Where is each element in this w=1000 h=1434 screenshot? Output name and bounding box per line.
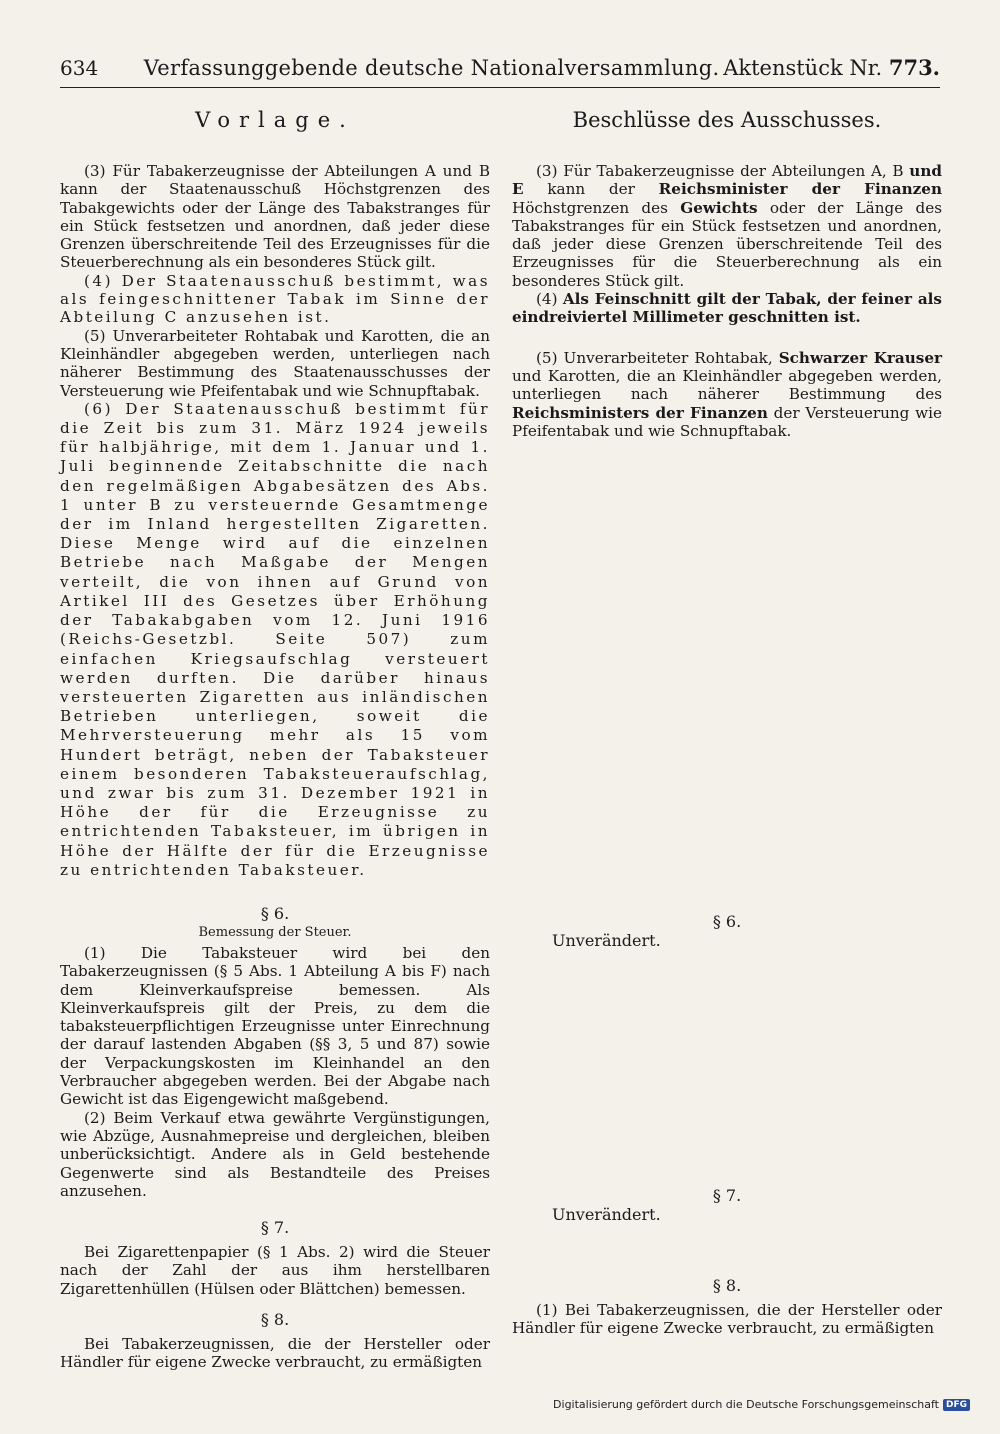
document-reference [723, 55, 940, 80]
resolution-section-7-title: § 7. [712, 1186, 742, 1205]
section-6-title: § 6. [260, 903, 290, 923]
text-run: oder der Länge des Tabakstranges für ein Stück festsetzen und anordnen, daß jeder diese Grenzen überschreitende Teil des Erzeugnisses für die Steuerberechnung als ein besonderes Stück gilt. [512, 198, 942, 290]
column-heading-beschluesse: Beschlüsse des Ausschusses. [572, 108, 882, 132]
paragraph-3: (3) Für Tabakerzeugnisse der Abteilungen A und B kann der Staatenausschuß Höchstgrenzen des Tabakgewichts oder der Länge des Tabakstranges für ein Stück festsetzen und anordnen, daß jeder diese Grenzen überschreitende Teil des Erzeugnisses für die Steuerberechnung als ein besonderes Stück gilt. [60, 162, 490, 272]
bold-run: Reichsministers der Finanzen [512, 403, 768, 422]
resolution-section-7 [512, 1186, 942, 1224]
paragraph-5: (5) Unverarbeiteter Rohtabak und Karotten, die an Kleinhändler abgegeben werden, unterliegen nach näherer Bestimmung des Staatenausschusses der Versteuerung wie Pfeifentabak und wie Schnupftabak. [60, 326, 490, 400]
page-header [60, 55, 940, 88]
doc-ref-prefix: Aktenstück Nr. [723, 56, 883, 80]
bold-run: Als Feinschnitt gilt der Tabak, der feiner als eindreiviertel Millimeter geschnitten ist. [512, 290, 942, 327]
section-6-paragraph-1: (1) Die Tabaksteuer wird bei den Tabakerzeugnissen (§ 5 Abs. 1 Abteilung A bis F) nach dem Kleinverkaufspreise bemessen. Als Kleinverkaufspreis gilt der Preis, zu dem die tabaksteuerpflichtigen Erzeugnisse unter Einrechnung der darauf lastenden Abgaben (§§ 3, 5 und 87) sowie der Verpackungskosten im Kleinhandel an den Verbraucher abgegeben werden. Bei der Abgabe nach Gewicht ist das Eigengewicht maßgebend. [60, 943, 490, 1109]
bold-run: Gewichts [680, 198, 758, 217]
resolution-section-7-text: Unverändert. [552, 1205, 661, 1224]
section-7-paragraph: Bei Zigarettenpapier (§ 1 Abs. 2) wird die Steuer nach der Zahl der aus ihm herstellbaren Zigarettenhüllen (Hülsen oder Blättchen) bemessen. [60, 1243, 490, 1298]
text-run: (3) Für Tabakerzeugnisse der Abteilungen A, B [536, 162, 910, 180]
resolution-section-6 [512, 912, 942, 950]
text-run: kann der [523, 180, 659, 199]
column-vorlage [60, 100, 490, 1372]
resolution-paragraph-4 [512, 290, 942, 327]
bold-run: Schwarzer Krauser [778, 348, 942, 367]
footer-text: Digitalisierung gefördert durch die Deutsche Forschungsgemeinschaft [553, 1398, 939, 1411]
column-beschluesse [512, 100, 942, 1338]
page-title: Verfassunggebende deutsche Nationalversammlung. [143, 56, 720, 80]
text-run: und Karotten, die an Kleinhändler abgegeben werden, unterliegen nach näherer Bestimmung des [512, 366, 942, 404]
resolution-section-8 [512, 1276, 942, 1338]
page-number: 634 [60, 56, 99, 80]
section-6-subtitle: Bemessung der Steuer. [198, 924, 352, 940]
paragraph-6: (6) Der Staatenausschuß bestimmt für die Zeit bis zum 31. März 1924 jeweils für halbjährige, mit dem 1. Januar und 1. Juli beginnende Zeitabschnitte die nach den regelmäßigen Abgabesätzen des Abs. 1 unter B zu versteuernde Gesamtmenge der im Inland hergestellten Zigaretten. Diese Menge wird auf die einzelnen Betriebe nach Maßgabe der Mengen verteilt, die von ihnen auf Grund von Artikel III des Gesetzes über Erhöhung der Tabakabgaben vom 12. Juni 1916 (Reichs-Gesetzbl. Seite 507) zum einfachen Kriegsaufschlag versteuert werden durften. Die darüber hinaus versteuerten Zigaretten aus inländischen Betrieben unterliegen, soweit die Mehrversteuerung mehr als 15 vom Hundert beträgt, neben der Tabaksteuer einem besonderen Tabaksteueraufschlag, und zwar bis zum 31. Dezember 1921 in Höhe der für die Erzeugnisse zu entrichtenden Tabaksteuer, im übrigen in Höhe der Hälfte der für die Erzeugnisse zu entrichtenden Tabaksteuer. [60, 399, 490, 879]
resolution-section-8-title: § 8. [712, 1276, 742, 1295]
doc-ref-number: 773. [888, 55, 940, 80]
section-8-paragraph: Bei Tabakerzeugnissen, die der Hersteller oder Händler für eigene Zwecke verbraucht, zu ermäßigten [60, 1334, 490, 1372]
resolution-section-8-paragraph: (1) Bei Tabakerzeugnissen, die der Hersteller oder Händler für eigene Zwecke verbraucht, zu ermäßigten [512, 1301, 942, 1338]
text-run: der Versteuerung wie Pfeifentabak und wie Schnupftabak. [512, 403, 942, 440]
section-8-title: § 8. [260, 1309, 290, 1329]
bold-run: Reichsminister der Finanzen [658, 180, 942, 199]
column-heading-vorlage: Vorlage. [195, 108, 355, 132]
digitization-footer [553, 1398, 970, 1411]
resolution-section-6-text: Unverändert. [552, 931, 661, 950]
resolution-paragraph-5 [512, 349, 942, 440]
text-run: (4) [536, 290, 563, 309]
section-7-title: § 7. [260, 1218, 290, 1238]
resolution-section-6-title: § 6. [712, 912, 742, 931]
section-6-paragraph-2: (2) Beim Verkauf etwa gewährte Vergünstigungen, wie Abzüge, Ausnahmepreise und dergleichen, bleiben unberücksichtigt. Andere als in Geld bestehende Gegenwerte sind als Bestandteile des Preises anzusehen. [60, 1108, 490, 1200]
bold-run: und E [512, 162, 942, 199]
paragraph-4: (4) Der Staatenausschuß bestimmt, was als feingeschnittener Tabak im Sinne der Abteilung C anzusehen ist. [60, 271, 490, 327]
dfg-logo: DFG [943, 1399, 970, 1411]
text-run: (5) Unverarbeiteter Rohtabak, [536, 348, 779, 367]
resolution-paragraph-3 [512, 162, 942, 290]
text-run: Höchstgrenzen des [512, 198, 681, 217]
